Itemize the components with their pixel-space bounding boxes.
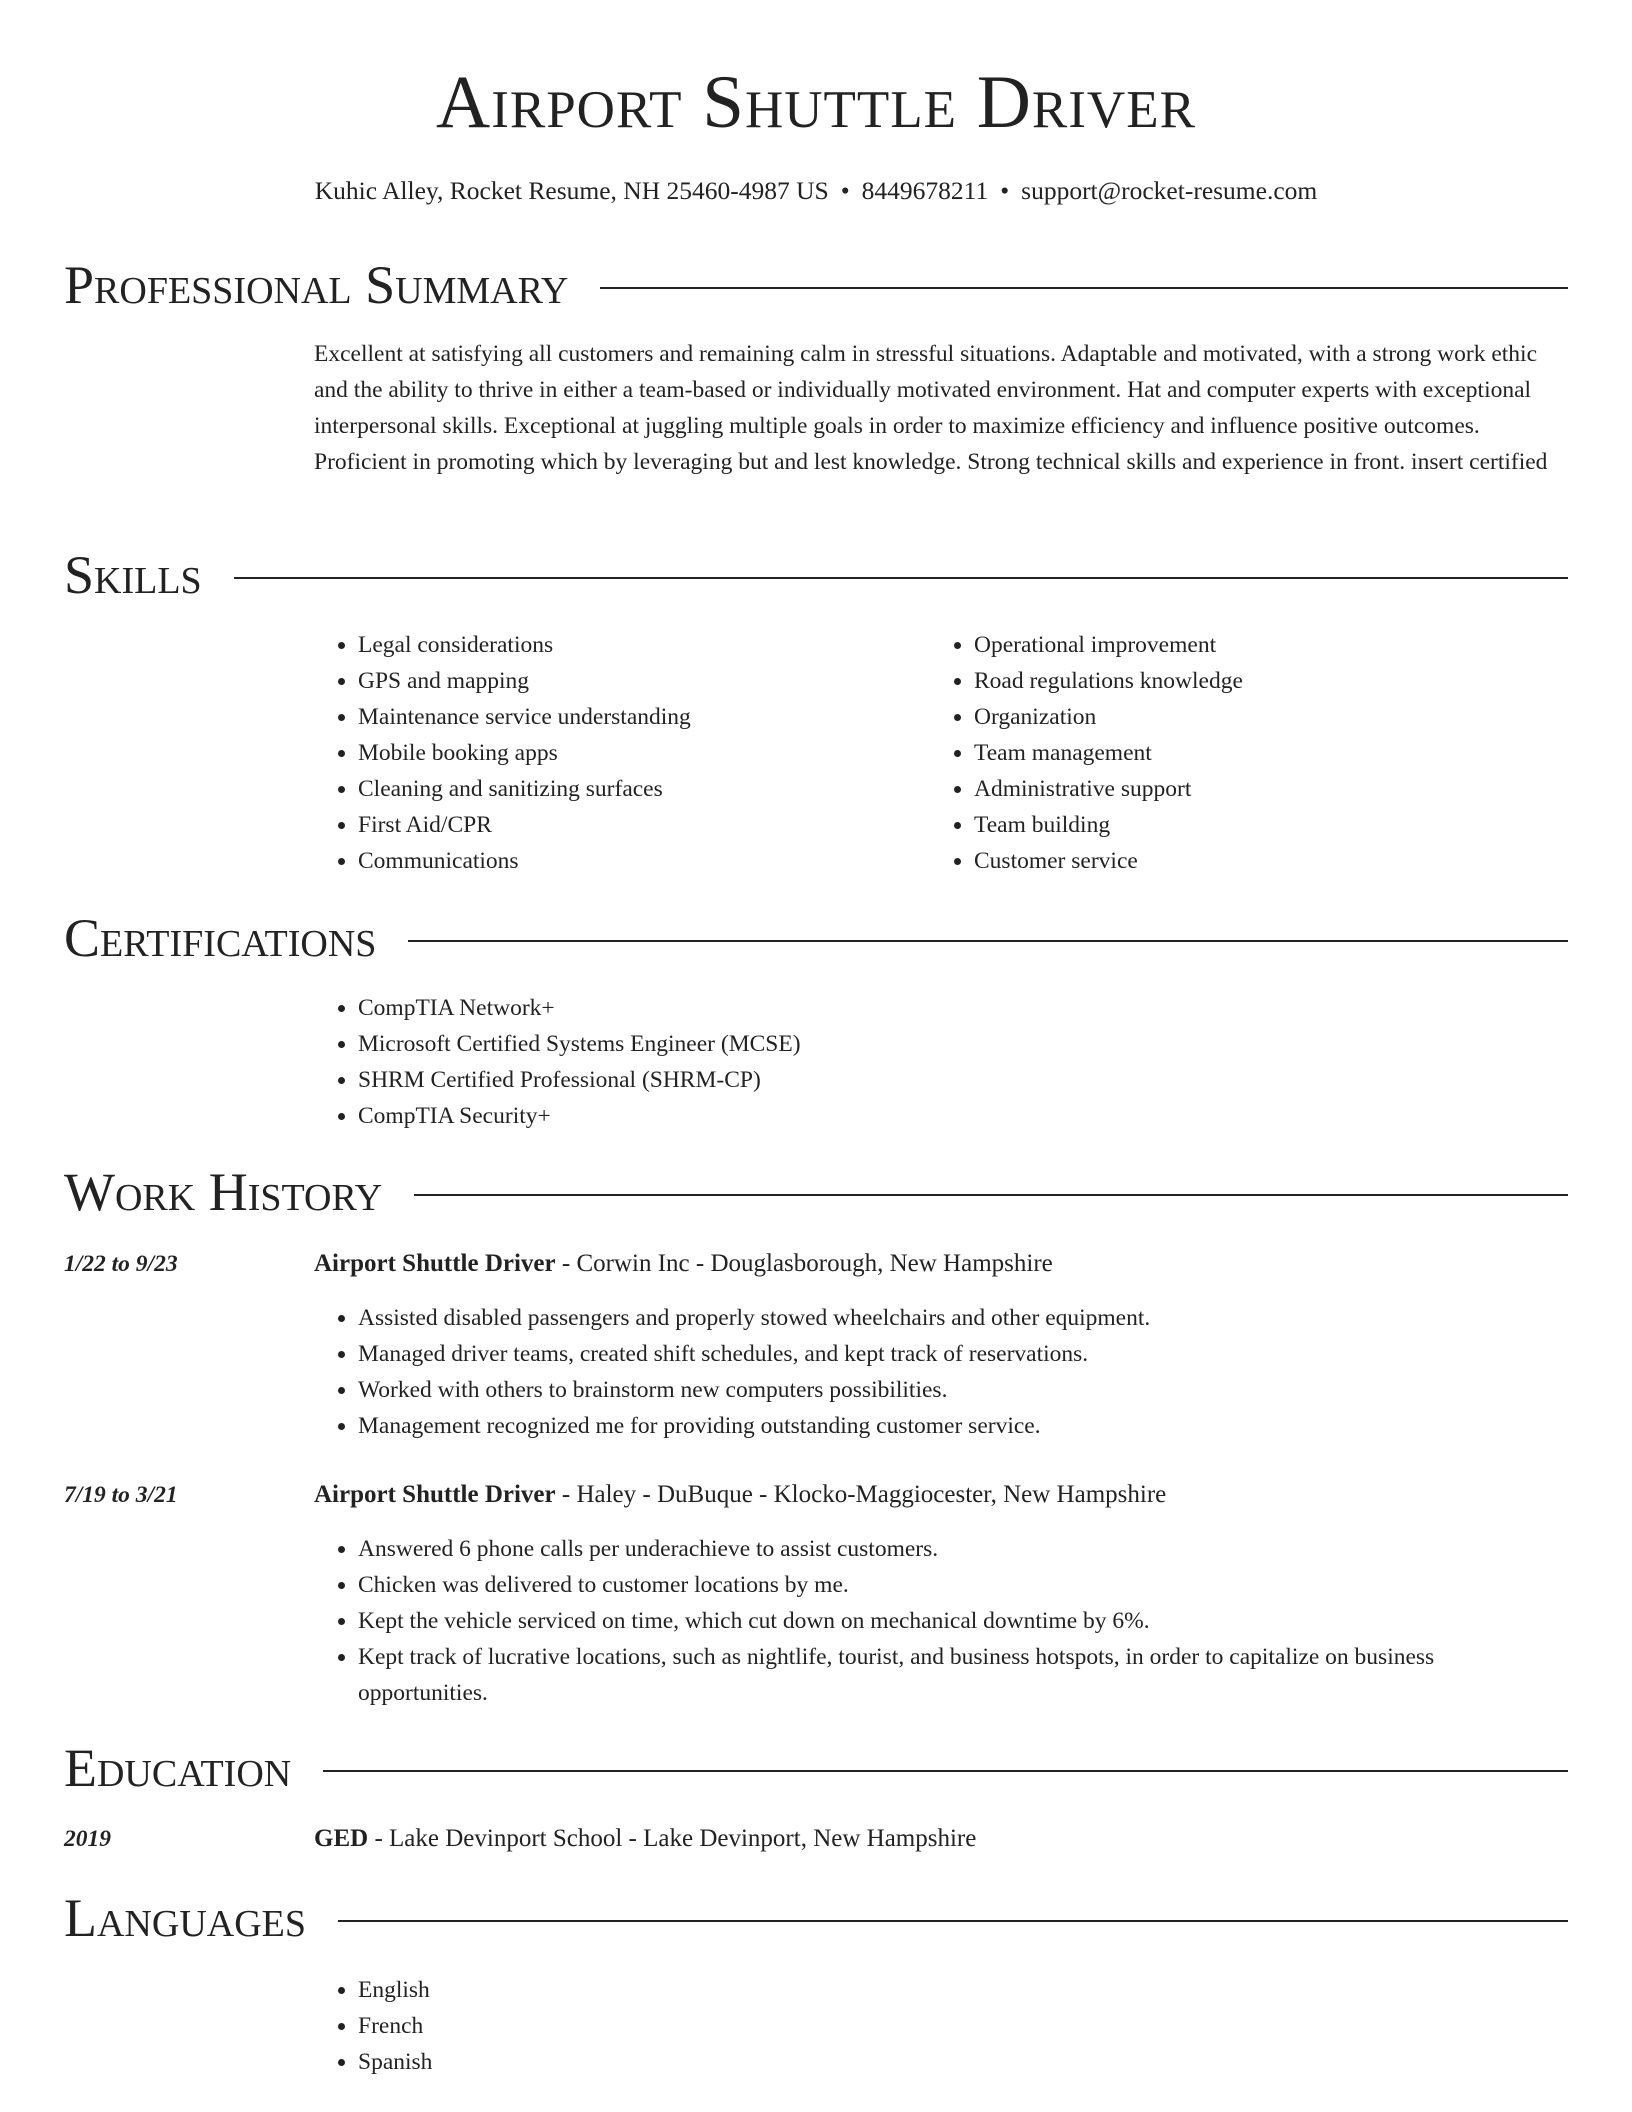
education-degree: GED [314, 1825, 369, 1852]
list-item: • Spanish [358, 2044, 914, 2080]
list-item: • Administrative support [974, 771, 1530, 807]
list-item: • Team management [974, 735, 1530, 771]
job-heading [314, 1477, 1568, 1513]
list-item: • Kept track of lucrative locations, such as nightlife, tourist, and business hotspots, in order to capitalize on business opportunities. [358, 1639, 1568, 1711]
job-bullets [314, 1300, 1568, 1444]
list-item: • Managed driver teams, created shift schedules, and kept track of reservations. [358, 1336, 1568, 1372]
job-heading [314, 1246, 1568, 1282]
skills-left-column [314, 627, 914, 879]
skills-right-column [930, 627, 1530, 879]
section-skills-header [64, 543, 1568, 607]
job-title: Airport Shuttle Driver [314, 1481, 556, 1508]
section-divider [414, 1194, 1568, 1196]
contact-line [0, 173, 1632, 209]
section-certifications-header [64, 906, 1568, 970]
separator-dot: • [840, 176, 850, 205]
section-heading: Skills [64, 545, 202, 605]
list-item: • Legal considerations [358, 627, 914, 663]
section-heading: Languages [64, 1888, 306, 1948]
section-divider [408, 940, 1568, 942]
certifications-list [314, 990, 1514, 1134]
section-work-history-header [64, 1160, 1568, 1224]
list-item: • Mobile booking apps [358, 735, 914, 771]
section-summary-header [64, 253, 1568, 317]
languages-list [314, 1972, 914, 2080]
education-school-location: - Lake Devinport School - Lake Devinport, New Hampshire [368, 1825, 977, 1852]
list-item: • CompTIA Security+ [358, 1098, 1514, 1134]
resume-title: Airport Shuttle Driver [436, 61, 1196, 144]
section-divider [234, 577, 1568, 579]
education-year: 2019 [64, 1826, 111, 1852]
list-item: • Kept the vehicle serviced on time, which cut down on mechanical downtime by 6%. [358, 1603, 1568, 1639]
list-item: • CompTIA Network+ [358, 990, 1514, 1026]
job-dates: 7/19 to 3/21 [64, 1482, 178, 1508]
list-item: • Cleaning and sanitizing surfaces [358, 771, 914, 807]
phone: 8449678211 [861, 176, 989, 205]
list-item: • Worked with others to brainstorm new computers possibilities. [358, 1372, 1568, 1408]
section-divider [338, 1920, 1568, 1922]
list-item: • Communications [358, 843, 914, 879]
list-item: • Chicken was delivered to customer locations by me. [358, 1567, 1568, 1603]
section-education-header [64, 1736, 1568, 1800]
list-item: • English [358, 1972, 914, 2008]
list-item: • Maintenance service understanding [358, 699, 914, 735]
education-entry [314, 1821, 1568, 1857]
section-divider [323, 1770, 1568, 1772]
list-item: • SHRM Certified Professional (SHRM-CP) [358, 1062, 1514, 1098]
list-item: • French [358, 2008, 914, 2044]
section-heading: Professional Summary [64, 255, 569, 315]
job-employer-location: - Haley - DuBuque - Klocko-Maggiocester, New Hampshire [555, 1481, 1167, 1508]
address: Kuhic Alley, Rocket Resume, NH 25460-4987 US [314, 176, 829, 205]
separator-dot: • [1000, 176, 1010, 205]
job-bullets [314, 1531, 1568, 1711]
list-item: • Road regulations knowledge [974, 663, 1530, 699]
summary-text: Excellent at satisfying all customers and remaining calm in stressful situations. Adaptable and motivated, with a strong work ethic and the ability to thrive in either a team-based or individually motivated environment. Hat and computer experts with exceptional interpersonal skills. Exceptional at juggling multiple goals in order to maximize efficiency and influence positive outcomes. Proficient in promoting which by leveraging but and lest knowledge. Strong technical skills and experience in front. insert certified [314, 341, 1548, 475]
section-heading: Certifications [64, 908, 377, 968]
list-item: • GPS and mapping [358, 663, 914, 699]
section-heading: Work History [64, 1162, 383, 1222]
list-item: • Answered 6 phone calls per underachieve to assist customers. [358, 1531, 1568, 1567]
list-item: • Assisted disabled passengers and properly stowed wheelchairs and other equipment. [358, 1300, 1568, 1336]
section-heading: Education [64, 1738, 292, 1798]
section-divider [600, 287, 1568, 289]
list-item: • Customer service [974, 843, 1530, 879]
job-title: Airport Shuttle Driver [314, 1250, 556, 1277]
section-languages-header [64, 1886, 1568, 1950]
list-item: • Management recognized me for providing outstanding customer service. [358, 1408, 1568, 1444]
list-item: • First Aid/CPR [358, 807, 914, 843]
list-item: • Microsoft Certified Systems Engineer (MCSE) [358, 1026, 1514, 1062]
job-employer-location: - Corwin Inc - Douglasborough, New Hampshire [555, 1250, 1053, 1277]
list-item: • Organization [974, 699, 1530, 735]
job-dates: 1/22 to 9/23 [64, 1251, 178, 1277]
list-item: • Operational improvement [974, 627, 1530, 663]
email: support@rocket-resume.com [1021, 176, 1318, 205]
list-item: • Team building [974, 807, 1530, 843]
